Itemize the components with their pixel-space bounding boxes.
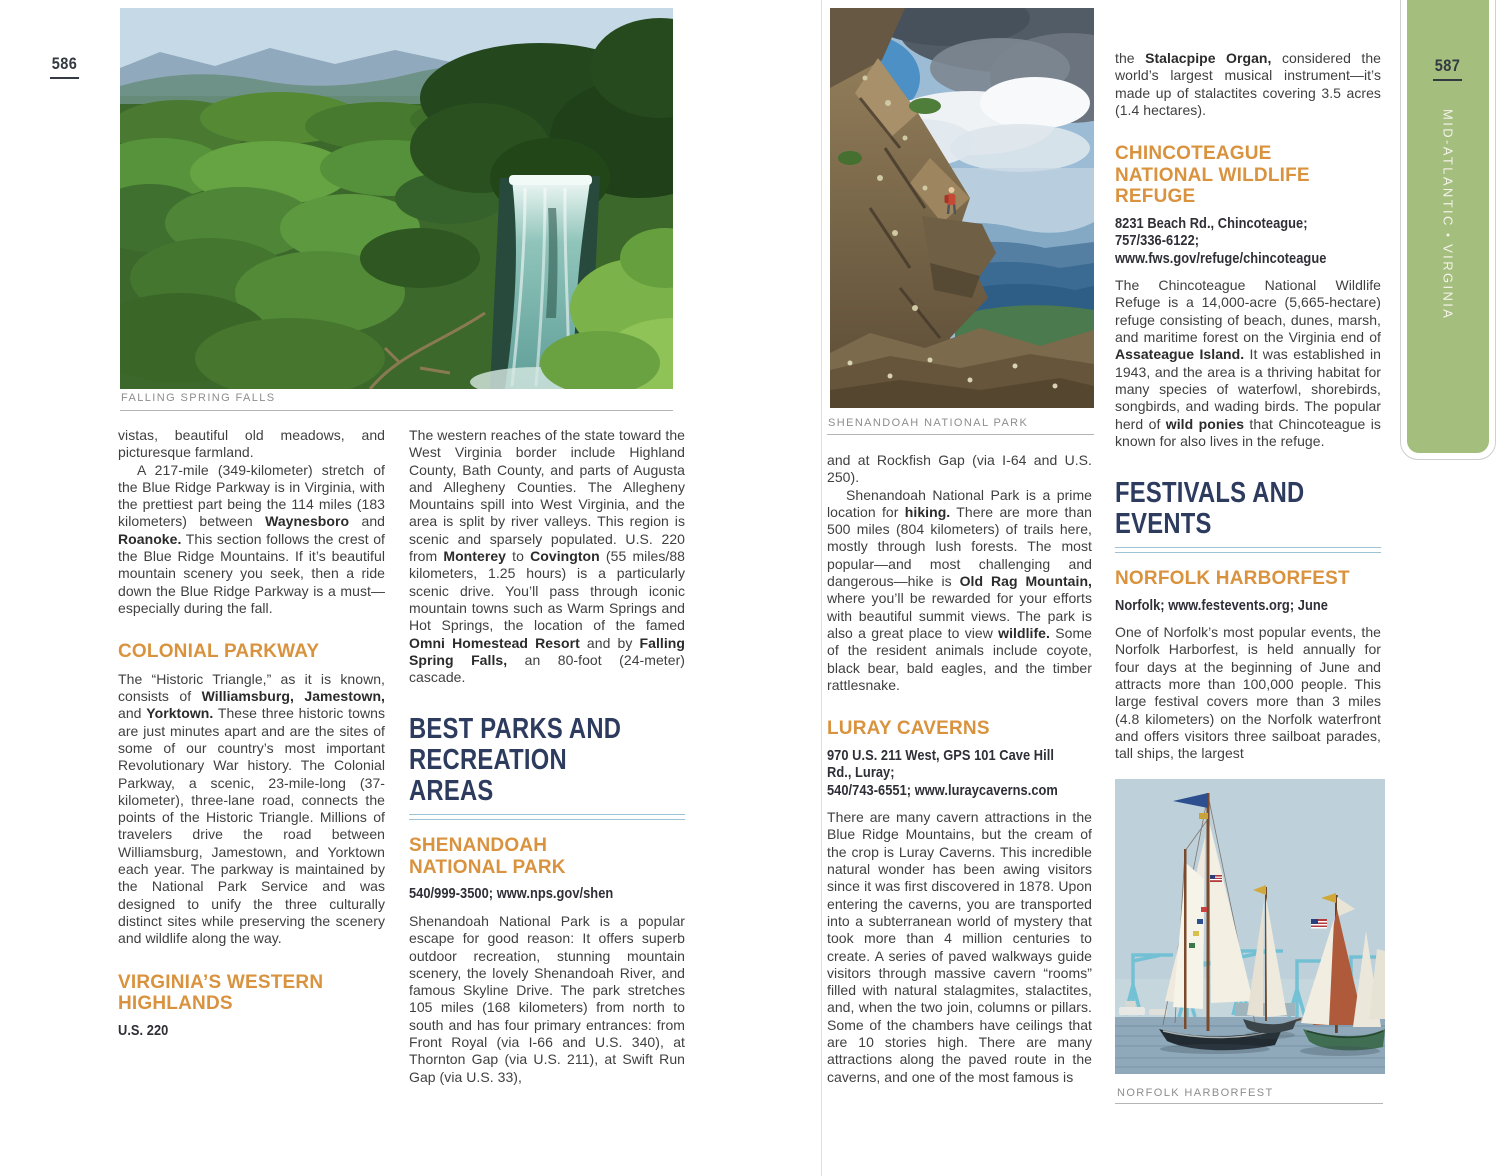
heading-chincoteague-refuge: CHINCOTEAGUE NATIONAL WILDLIFE REFUGE bbox=[1115, 143, 1310, 208]
heading-luray-caverns: LURAY CAVERNS bbox=[827, 718, 990, 740]
paragraph: The Chincoteague National Wildlife Refuge is a 14,000-acre (5,665-hectare) refuge consisting of beach, dunes, marsh, and maritime forest on the Virginia end of Assateague Island. It was established in 1943, and the area is a thriving habitat for many species of waterfowl, shorebirds, songbirds, and wading birds. The popular herd of wild ponies that Chincoteague is known for also lives in the refuge. bbox=[1115, 277, 1381, 449]
heading-shenandoah-national-park: SHENANDOAH NATIONAL PARK bbox=[409, 835, 566, 878]
us-flag-small bbox=[1210, 875, 1222, 882]
page-number-right: 587 bbox=[1401, 57, 1495, 81]
section-rule bbox=[409, 814, 685, 820]
photo-caption-shenandoah: SHENANDOAH NATIONAL PARK bbox=[828, 417, 1029, 429]
us-flag-large bbox=[1311, 919, 1327, 929]
section-heading-festivals-events: FESTIVALS AND EVENTS bbox=[1115, 477, 1305, 541]
chapter-side-tab bbox=[1400, 0, 1496, 460]
falling-spring-falls-photo bbox=[120, 8, 673, 389]
tab-region-label: MID-ATLANTIC bbox=[1440, 109, 1456, 228]
chapter-tab-label bbox=[1441, 109, 1456, 320]
photo-caption-harborfest: NORFOLK HARBORFEST bbox=[1117, 1087, 1274, 1099]
paragraph: Shenandoah National Park is a popular escape for good reason: It offers superb outdoor recreation, stunning mountain scenery, the lovely Shenandoah River, and famous Skyline Drive. The park stretches 105 miles (168 kilometers) from north to south and has four primary entrances: from Front Royal (via I-66 and U.S. 340), at Thornton Gap (via U.S. 211), at Swift Run Gap (via U.S. 33), bbox=[409, 912, 685, 1085]
page-number-left: 586 bbox=[50, 55, 83, 79]
heading-norfolk-harborfest: NORFOLK HARBORFEST bbox=[1115, 568, 1350, 590]
shenandoah-hiker-photo bbox=[830, 8, 1094, 408]
paragraph: vistas, beautiful old meadows, and picturesque farmland. bbox=[118, 427, 385, 461]
paragraph: Shenandoah National Park is a prime location for hiking. There are more than 500 miles (804 kilometers) of trails here, mostly through lush forests. The most popular—and most challenging and dangerous—hike is Old Rag Mountain, where you’ll be rewarded for your efforts with beautiful summit views. The park is also a great place to view wildlife. Some of the resident animals include coyote, black bear, bald eagles, and the timber rattlesnake. bbox=[827, 486, 1093, 693]
mountain-hiker-illustration bbox=[830, 8, 1094, 408]
paragraph: The “Historic Triangle,” as it is known, consists of Williamsburg, Jamestown, and Yorktown. These three historic towns are just minutes apart and are the sites of some of our country’s most important Revolutionary War history. The Colonial Parkway, a scenic, 23-mile-long (37-kilometer), three-lane road, connects the points of the Historic Triangle. Millions of travelers drive the road between Williamsburg, Jamestown, and Yorktown each year. The parkway is maintained by the National Park Service and was designed to unify the three culturally distinct sites while preserving the scenery and wildlife along the way. bbox=[118, 670, 385, 947]
paragraph: A 217-mile (349-kilometer) stretch of the Blue Ridge Parkway is in Virginia, with the prettiest part being the 114 miles (183 kilometers) between Waynesboro and Roanoke. This section follows the crest of the Blue Ridge Mountains. If it’s beautiful mountain scenery you seek, then a ride down the Blue Ridge Parkway is a must—especially during the fall. bbox=[118, 461, 386, 616]
section-heading-best-parks: BEST PARKS AND RECREATION AREAS bbox=[409, 713, 622, 808]
left-column-1 bbox=[118, 427, 385, 1049]
tab-state-label: VIRGINIA bbox=[1440, 244, 1456, 321]
heading-colonial-parkway: COLONIAL PARKWAY bbox=[118, 641, 320, 663]
right-column-1 bbox=[827, 452, 1092, 1086]
heading-virginias-western-highlands: VIRGINIA’S WESTERN HIGHLANDS bbox=[118, 971, 324, 1015]
paragraph: the Stalacpipe Organ, considered the world’s largest musical instrument—it’s made up of stalactites covering 3.5 acres (1.4 hectares). bbox=[1115, 50, 1381, 118]
caption-rule bbox=[120, 410, 673, 411]
photo-caption-falls: FALLING SPRING FALLS bbox=[121, 392, 276, 404]
contact-info: Norfolk; www.festevents.org; June bbox=[1115, 597, 1328, 614]
contact-info: U.S. 220 bbox=[118, 1022, 169, 1039]
left-column-2 bbox=[409, 427, 685, 1086]
paragraph: and at Rockfish Gap (via I-64 and U.S. 250). bbox=[827, 452, 1092, 486]
contact-info: 8231 Beach Rd., Chincoteague; 757/336-6122; www.fws.gov/refuge/chincoteague bbox=[1115, 215, 1327, 267]
caption-rule bbox=[827, 434, 1094, 435]
norfolk-harborfest-photo bbox=[1115, 779, 1385, 1074]
section-rule bbox=[1115, 547, 1381, 553]
paragraph: The western reaches of the state toward the West Virginia border include Highland County, Bath County, and parts of Augusta and Allegheny Counties. The Allegheny Mountains spill into West Virginia, and the area is split by river valleys. This region is scenic and sparsely populated. U.S. 220 from Monterey to Covington (55 miles/88 kilometers, 1.25 hours) is a particularly scenic drive. You’ll pass through iconic mountain towns such as Warm Springs and Hot Springs, the location of the famed Omni Homestead Resort and by Falling Spring Falls, an 80-foot (24-meter) cascade. bbox=[409, 427, 685, 686]
right-column-2 bbox=[1115, 50, 1381, 763]
paragraph: There are many cavern attractions in the Blue Ridge Mountains, but the cream of the crop is Luray Caverns. This incredible natural wonder has been awing visitors since it was first discovered in 1878. Upon entering the caverns, you are transported into a subterranean world of mystery that took more than 4 million centuries to create. A series of paved walkways guide visitors through massive cavern “rooms” filled with natural stalagmites, stalactites, and, when the two join, columns or pillars. Some of the chambers have ceilings that are 10 stories high. There are many attractions along the paved route in the caverns, and one of the most famous is bbox=[827, 809, 1092, 1085]
sailboats-illustration bbox=[1115, 779, 1385, 1074]
page-gutter-divider bbox=[821, 0, 822, 1176]
contact-info: 970 U.S. 211 West, GPS 101 Cave Hill Rd., Luray; 540/743-6551; www.luraycaverns.com bbox=[827, 747, 1058, 799]
paragraph: One of Norfolk’s most popular events, the Norfolk Harborfest, is held annually for four days at the beginning of June and attracts more than 100,000 people. This large festival covers more than 3 miles (4.8 kilometers) on the Norfolk waterfront and offers visitors three sailboat parades, tall ships, the largest bbox=[1115, 624, 1381, 762]
tab-bullet-icon: • bbox=[1441, 232, 1454, 240]
caption-rule bbox=[1115, 1103, 1383, 1104]
contact-info: 540/999-3500; www.nps.gov/shen bbox=[409, 886, 614, 903]
waterfall-illustration bbox=[120, 8, 673, 389]
